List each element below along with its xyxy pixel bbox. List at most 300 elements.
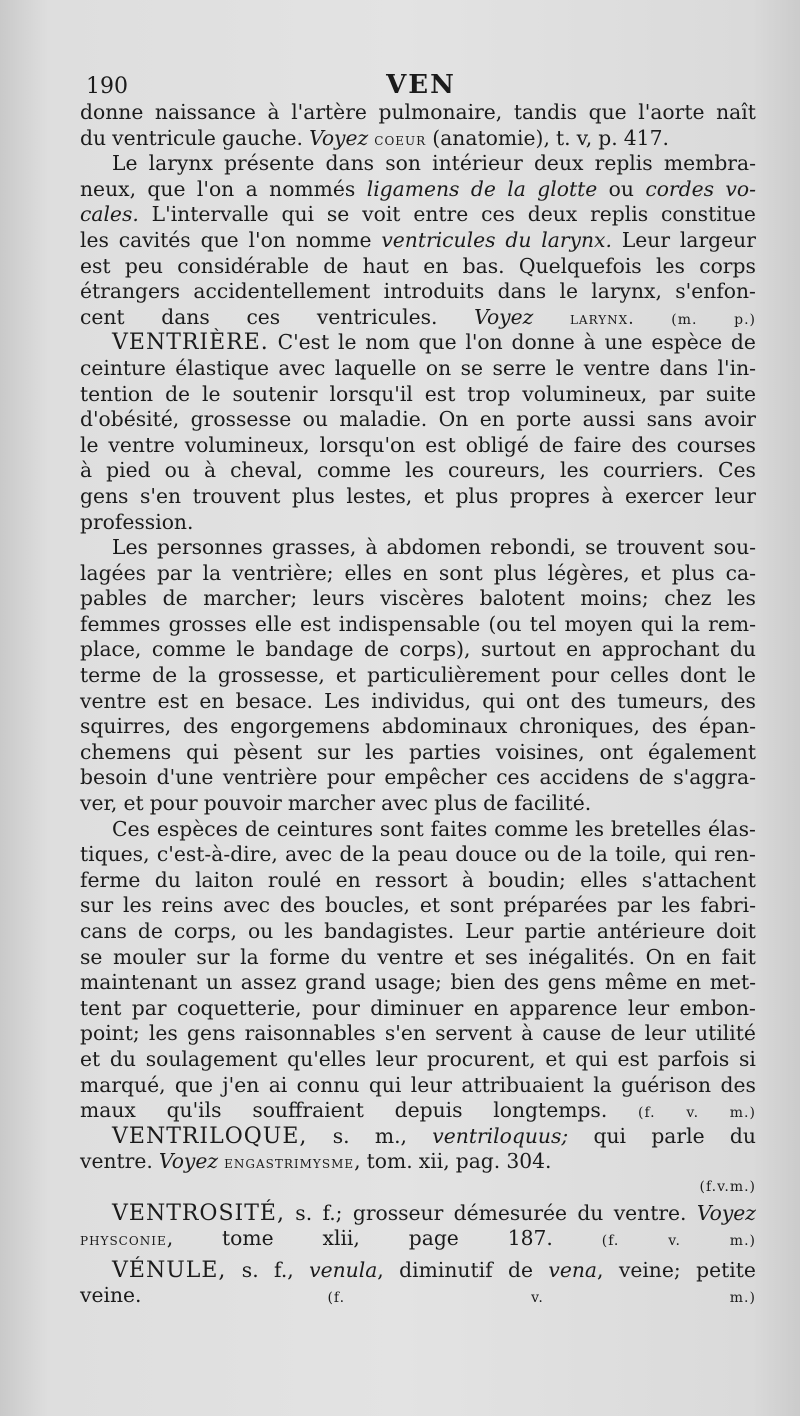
text: tandis	[513, 100, 578, 124]
text: rebondi,	[490, 535, 577, 560]
text: qui	[593, 1123, 627, 1148]
text-line	[80, 945, 756, 971]
text: point;	[80, 1021, 140, 1046]
text: de	[162, 586, 188, 611]
word	[341, 945, 367, 971]
word	[367, 1149, 413, 1175]
word	[602, 1226, 620, 1252]
word	[375, 868, 448, 894]
text: ressort	[374, 867, 448, 892]
text: leur	[644, 1021, 686, 1046]
text: leur	[375, 1046, 418, 1071]
text-line	[80, 228, 756, 254]
word	[248, 919, 273, 945]
text: qui	[368, 1072, 402, 1097]
text: terme	[80, 663, 142, 688]
word	[642, 868, 756, 894]
word	[730, 1124, 756, 1150]
word	[353, 1201, 443, 1227]
word	[80, 919, 127, 945]
word	[240, 945, 259, 971]
word	[622, 228, 670, 254]
text: empêcher	[384, 765, 487, 790]
text: Ces	[718, 458, 756, 483]
word	[534, 151, 584, 177]
text: c'est-à-dire,	[156, 842, 278, 867]
word	[531, 1283, 544, 1309]
text: grosses	[168, 611, 247, 636]
text: grand	[305, 970, 366, 995]
word	[651, 330, 722, 356]
text: l'on	[196, 176, 235, 201]
word	[292, 484, 335, 510]
word	[371, 689, 471, 715]
word	[112, 1201, 285, 1227]
text: qu'ils	[166, 1098, 222, 1123]
text: par	[131, 995, 167, 1020]
word	[514, 791, 591, 817]
word	[224, 151, 314, 177]
word	[80, 356, 166, 382]
text: abdomen	[386, 535, 482, 560]
text: intérieur	[432, 151, 523, 176]
text: lagées	[80, 560, 146, 585]
word	[138, 919, 163, 945]
text-line	[80, 484, 756, 510]
text: veine.	[80, 1283, 142, 1308]
word	[439, 407, 469, 433]
text: boudin;	[488, 867, 566, 892]
word	[519, 714, 640, 740]
text: on	[425, 355, 452, 380]
word	[645, 1021, 686, 1047]
word	[560, 458, 589, 484]
text: sur	[317, 739, 351, 764]
text: lorsqu'il	[329, 381, 413, 406]
text: leurs	[312, 586, 365, 611]
text: plus	[671, 560, 715, 585]
text: son	[385, 151, 421, 176]
text: des	[651, 714, 688, 739]
text-line	[80, 919, 756, 945]
word	[80, 842, 150, 868]
text: que	[418, 330, 457, 355]
text: connu	[296, 1072, 360, 1097]
text-line	[80, 254, 756, 280]
text: s'enfon-	[675, 279, 756, 304]
word	[387, 535, 482, 561]
text: ren-	[714, 842, 756, 867]
text: sou-	[713, 535, 756, 560]
headword: VENTRILOQUE,	[112, 1123, 308, 1149]
text: cent	[80, 304, 125, 329]
text: également	[647, 739, 756, 764]
word	[718, 458, 756, 484]
text: accidentellement	[193, 279, 371, 304]
word	[700, 1175, 718, 1201]
text: en	[479, 407, 505, 432]
italic-text: du	[505, 227, 532, 252]
text: en	[335, 867, 361, 892]
text: s'aggra-	[673, 765, 756, 790]
word	[726, 561, 756, 587]
cross-reference: larynx.	[569, 308, 635, 329]
text: par	[659, 381, 694, 406]
word	[697, 1201, 756, 1227]
text: plus	[291, 483, 335, 508]
text: tiques,	[80, 842, 150, 867]
text: qu'elles	[287, 1046, 367, 1071]
word	[80, 1098, 136, 1124]
word	[378, 100, 502, 126]
word	[435, 1021, 512, 1047]
word	[80, 433, 99, 459]
word	[335, 356, 417, 382]
text: les	[80, 227, 109, 252]
text: volumineux,	[184, 432, 310, 457]
word	[157, 561, 192, 587]
text: longtemps.	[493, 1098, 608, 1123]
word	[542, 1021, 601, 1047]
text: la	[240, 944, 259, 969]
word	[305, 970, 366, 996]
text: accidens	[539, 765, 630, 790]
word	[230, 458, 303, 484]
word	[80, 382, 153, 408]
text: ou	[608, 176, 634, 201]
word	[617, 535, 705, 561]
text: les	[575, 816, 605, 841]
word	[80, 1021, 140, 1047]
text: s.	[332, 1123, 350, 1148]
word	[451, 970, 496, 996]
word	[119, 228, 191, 254]
text: sont	[438, 560, 483, 585]
word	[737, 663, 756, 689]
word	[492, 356, 546, 382]
word	[312, 996, 360, 1022]
text: sont	[449, 893, 494, 918]
word	[625, 484, 703, 510]
text-line	[80, 1175, 756, 1201]
text: à	[461, 867, 474, 892]
text: deux	[533, 151, 584, 176]
headword: VÉNULE,	[112, 1257, 227, 1283]
word	[291, 100, 367, 126]
word	[370, 996, 463, 1022]
text: ventre	[583, 355, 651, 380]
word	[241, 970, 297, 996]
word	[152, 663, 177, 689]
text: à	[80, 458, 93, 483]
word	[646, 945, 676, 971]
word	[80, 561, 146, 587]
text: ventre	[377, 944, 444, 969]
text: l'on	[465, 330, 503, 355]
word	[734, 305, 756, 331]
text: les	[560, 458, 589, 483]
text: souffraient	[252, 1098, 364, 1123]
text: ces	[496, 765, 530, 790]
word	[409, 740, 481, 766]
word	[539, 433, 564, 459]
word	[80, 714, 171, 740]
text: parfois	[657, 1046, 730, 1071]
word	[699, 714, 756, 740]
text: Quelquefois	[518, 253, 642, 278]
text: replis	[590, 202, 649, 227]
text: de	[638, 765, 664, 790]
word	[507, 177, 526, 203]
word	[236, 689, 313, 715]
text: assez	[240, 970, 297, 995]
word	[739, 1047, 756, 1073]
text: en	[676, 970, 702, 995]
text: ou	[164, 458, 190, 483]
word	[559, 279, 578, 305]
text: maintenant	[80, 970, 198, 995]
word	[681, 612, 700, 638]
text: et	[545, 1046, 566, 1071]
text: la	[202, 560, 222, 585]
word	[675, 279, 756, 305]
word	[327, 765, 375, 791]
text: ventrière	[222, 765, 318, 790]
word	[480, 586, 565, 612]
word	[641, 561, 661, 587]
word	[585, 535, 607, 561]
word	[375, 1124, 407, 1150]
word	[668, 1226, 681, 1252]
text: ceinture	[80, 355, 166, 380]
text: qui	[281, 202, 315, 227]
text: ferme	[80, 867, 141, 892]
text: les	[122, 893, 152, 918]
word	[575, 817, 604, 843]
word	[80, 458, 92, 484]
text: embon-	[679, 995, 756, 1020]
text: de	[483, 791, 509, 816]
text: ventricule	[112, 125, 216, 150]
text: elles	[580, 867, 628, 892]
text: haut	[362, 253, 409, 278]
text-line	[80, 1201, 756, 1227]
word	[413, 202, 468, 228]
word	[80, 791, 117, 817]
text: membra-	[663, 151, 756, 176]
word	[448, 458, 546, 484]
word	[409, 1226, 459, 1252]
text: l'on	[248, 227, 286, 252]
word	[725, 177, 756, 203]
text: leur	[410, 1072, 452, 1097]
text: qui	[482, 688, 515, 713]
text: de	[323, 253, 349, 278]
word	[222, 1073, 259, 1099]
word	[147, 177, 185, 203]
word	[278, 330, 330, 356]
text: cavités	[118, 227, 191, 252]
word	[313, 586, 365, 612]
text: de	[152, 663, 178, 688]
text-line	[80, 202, 756, 228]
word	[327, 1283, 345, 1309]
word	[234, 740, 303, 766]
word	[710, 970, 756, 996]
text: marqué,	[80, 1072, 166, 1097]
word	[639, 765, 664, 791]
word	[339, 407, 427, 433]
text: la	[681, 611, 700, 636]
word	[432, 126, 550, 152]
word	[610, 663, 669, 689]
text: indispensable	[338, 611, 481, 636]
word	[631, 433, 666, 459]
text: avec	[285, 842, 333, 867]
word	[199, 689, 224, 715]
word	[503, 893, 607, 919]
text: grasses,	[271, 535, 357, 560]
word	[232, 382, 317, 408]
word	[80, 996, 121, 1022]
text-line	[80, 714, 756, 740]
text: tel	[529, 611, 557, 636]
text: les	[661, 893, 691, 918]
word	[269, 1073, 288, 1099]
text: et	[640, 560, 661, 585]
word	[716, 100, 756, 126]
word	[112, 1258, 226, 1284]
word	[333, 1124, 350, 1150]
text: avec	[381, 791, 429, 816]
text: 304.	[506, 1149, 552, 1174]
word	[708, 612, 756, 638]
text: ca-	[725, 560, 756, 585]
word	[246, 177, 258, 203]
text: gauche.	[221, 125, 303, 150]
text: de	[165, 381, 191, 406]
text-line	[80, 893, 756, 919]
author-signature: v.	[668, 1233, 681, 1250]
word	[526, 689, 559, 715]
text: gens	[547, 970, 597, 995]
text-line	[80, 382, 756, 408]
text: que	[174, 1072, 213, 1097]
text: trop	[467, 381, 511, 406]
text: du	[729, 1123, 756, 1148]
word	[274, 1258, 294, 1284]
word	[399, 1258, 492, 1284]
text: ,	[597, 1257, 604, 1282]
text: d'obésité,	[80, 407, 180, 432]
word	[539, 765, 629, 791]
text: à	[521, 1021, 534, 1046]
word	[157, 765, 214, 791]
word	[490, 535, 576, 561]
italic-text: cordes	[645, 176, 715, 201]
italic-text: venula	[309, 1257, 378, 1282]
word	[604, 330, 642, 356]
text: naissance	[154, 100, 256, 124]
italic-text: Voyez	[309, 125, 369, 150]
text: tumeurs,	[617, 688, 710, 713]
text: nommés	[269, 176, 356, 201]
italic-text: vena	[548, 1257, 598, 1282]
text: dans	[497, 279, 547, 304]
body-text	[80, 100, 756, 1309]
text: place,	[80, 637, 142, 662]
text: obligé	[465, 432, 529, 457]
word	[320, 433, 416, 459]
word	[481, 202, 515, 228]
text: cheval,	[230, 458, 303, 483]
text-line	[80, 177, 756, 203]
word	[598, 126, 617, 152]
word	[80, 202, 139, 228]
word	[618, 1047, 649, 1073]
text: s.	[295, 1200, 313, 1225]
word	[419, 330, 457, 356]
word	[185, 433, 310, 459]
text: du	[340, 944, 367, 969]
text-line	[80, 868, 756, 894]
word	[345, 561, 392, 587]
text: grossesse	[190, 407, 292, 432]
word	[80, 1073, 166, 1099]
word	[155, 100, 256, 126]
text: Leur	[465, 919, 514, 943]
text: par	[156, 560, 192, 585]
text-line	[80, 996, 756, 1022]
word	[661, 202, 756, 228]
word	[508, 1226, 553, 1252]
word	[372, 842, 391, 868]
text: est	[425, 432, 456, 457]
word	[224, 1149, 360, 1175]
text: propres	[509, 483, 590, 508]
word	[80, 510, 193, 536]
word	[187, 1021, 235, 1047]
word	[730, 637, 756, 663]
text: lestes,	[346, 483, 413, 508]
word	[425, 382, 456, 408]
text: de	[730, 330, 756, 355]
word	[174, 919, 237, 945]
word	[295, 1201, 312, 1227]
word	[177, 996, 302, 1022]
text: ceintures	[276, 816, 374, 841]
text: profession.	[80, 509, 194, 534]
word	[696, 1258, 756, 1284]
text: pour	[551, 663, 600, 688]
text: toile,	[615, 842, 667, 867]
word	[727, 586, 756, 612]
text: marcher	[287, 791, 376, 816]
word	[494, 561, 537, 587]
word	[375, 970, 442, 996]
text: ai	[268, 1072, 288, 1097]
text: introduits	[383, 279, 485, 304]
text-line	[80, 765, 756, 791]
text: deux	[527, 202, 578, 227]
word	[242, 1258, 259, 1284]
word	[382, 714, 508, 740]
text: ces	[246, 304, 281, 329]
text: parties	[408, 739, 481, 764]
text: a	[245, 176, 258, 201]
text: plus	[493, 560, 537, 585]
word	[161, 305, 210, 331]
